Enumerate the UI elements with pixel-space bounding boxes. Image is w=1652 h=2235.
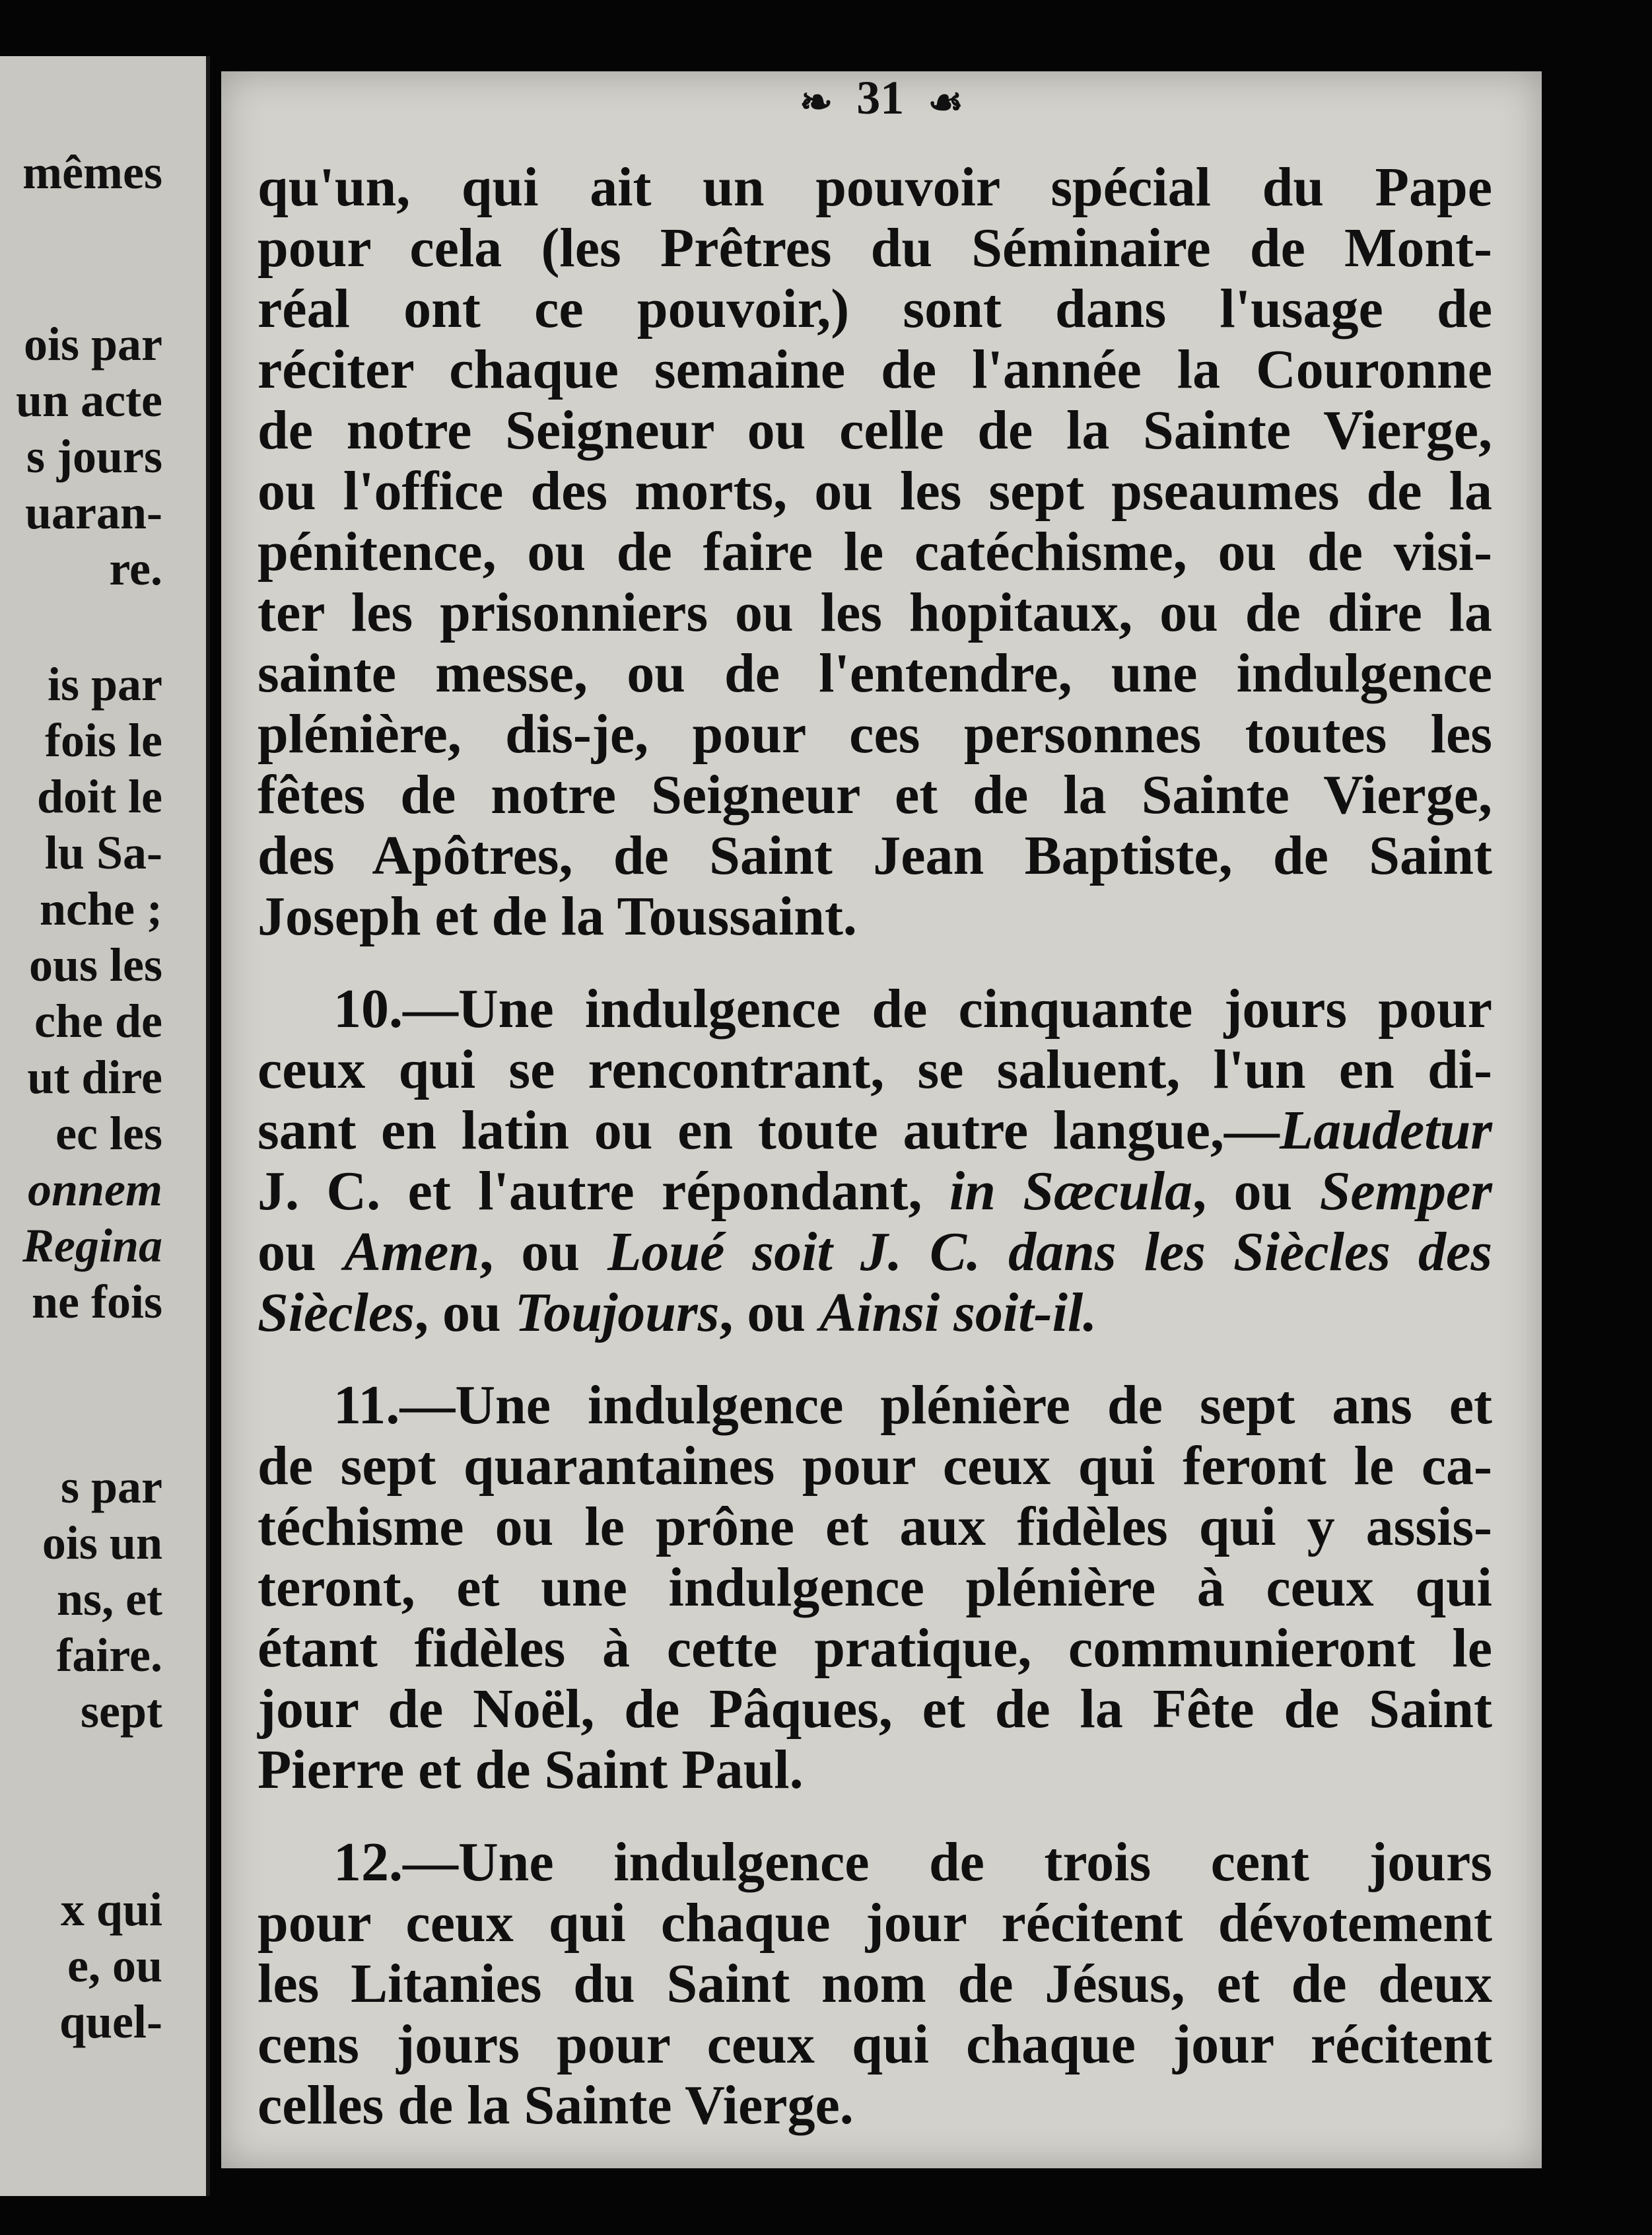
- left-fragment-line: onnem: [27, 1163, 162, 1216]
- p12-line-1: 12.—Une indulgence de trois cent jours: [333, 1831, 1492, 1893]
- page-number: 31: [856, 71, 905, 124]
- left-fragment-line: mêmes: [22, 146, 162, 199]
- p1-line: de notre Seigneur ou celle de la Sainte Vierge,: [258, 400, 1492, 461]
- p1-line: réciter chaque semaine de l'année la Couronne: [258, 339, 1492, 400]
- p11-line-1: 11.—Une indulgence plénière de sept ans et: [333, 1374, 1492, 1436]
- ornament-left-icon: ❧: [799, 81, 833, 125]
- p1-line: pénitence, ou de faire le catéchisme, ou de visi-: [258, 521, 1492, 583]
- paragraph-11: [258, 1375, 1492, 1800]
- p1-line: pour cela (les Prêtres du Séminaire de Mont-: [258, 217, 1492, 279]
- left-fragment-line: fois le: [45, 714, 162, 767]
- left-fragment-line: nche ;: [40, 882, 162, 935]
- left-fragment-line: faire.: [56, 1629, 162, 1682]
- body-text: [258, 157, 1492, 2168]
- p11-number: 11.: [333, 1374, 400, 1436]
- left-fragment-line: e, ou: [67, 1939, 162, 1992]
- left-fragment-line: ois par: [23, 318, 162, 371]
- left-fragment-line: ec les: [55, 1107, 162, 1160]
- left-fragment-line: ne fois: [32, 1275, 162, 1328]
- left-fragment-line: is par: [47, 658, 162, 711]
- paragraph-continuation: [258, 157, 1492, 947]
- p1-line: sainte messe, ou de l'entendre, une indulgence: [258, 643, 1492, 704]
- left-fragment-line: ut dire: [27, 1051, 162, 1104]
- p12-line: celles de la Sainte Vierge.: [258, 2075, 854, 2136]
- p11-line: Pierre et de Saint Paul.: [258, 1739, 804, 1800]
- p1-line: fêtes de notre Seigneur et de la Sainte Vierge,: [258, 764, 1492, 826]
- p10-line-4: J. C. et l'autre répondant, in Sæcula, ou Semper: [258, 1160, 1492, 1222]
- left-fragment-line: Regina: [22, 1219, 162, 1272]
- ornament-right-icon: ☙: [928, 81, 964, 125]
- p10-line-2: ceux qui se rencontrant, se saluent, l'un en di-: [258, 1039, 1492, 1100]
- p11-line: jour de Noël, de Pâques, et de la Fête de Saint: [258, 1678, 1492, 1740]
- p11-line: étant fidèles à cette pratique, communieront le: [258, 1617, 1492, 1679]
- left-fragment-line: lu Sa-: [44, 826, 162, 879]
- p10-line-1: 10.—Une indulgence de cinquante jours pour: [333, 978, 1492, 1040]
- left-fragment-line: ns, et: [57, 1573, 162, 1625]
- paragraph-10: [258, 979, 1492, 1343]
- p1-line: réal ont ce pouvoir,) sont dans l'usage de: [258, 278, 1492, 339]
- p1-line: ou l'office des morts, ou les sept pseaumes de la: [258, 460, 1492, 522]
- p1-line: plénière, dis-je, pour ces personnes toutes les: [258, 703, 1492, 765]
- p12-line: les Litanies du Saint nom de Jésus, et de deux: [258, 1953, 1492, 2014]
- left-fragment-line: s par: [60, 1460, 162, 1513]
- left-fragment-line: ous les: [28, 939, 162, 991]
- right-page: [221, 71, 1542, 2168]
- left-fragment-line: che de: [34, 995, 162, 1047]
- p12-line: cens jours pour ceux qui chaque jour récitent: [258, 2014, 1492, 2075]
- left-fragment-line: uaran-: [24, 486, 162, 539]
- left-fragment-line: ois un: [42, 1516, 162, 1569]
- p12-line: pour ceux qui chaque jour récitent dévotement: [258, 1892, 1492, 1954]
- left-fragment-line: re.: [109, 542, 162, 595]
- paragraph-12: [258, 1832, 1492, 2136]
- p12-number: 12.: [333, 1831, 403, 1893]
- p1-line: qu'un, qui ait un pouvoir spécial du Pape: [258, 157, 1492, 218]
- p10-line-6: Siècles, ou Toujours, ou Ainsi soit-il.: [258, 1282, 1097, 1343]
- p1-line: des Apôtres, de Saint Jean Baptiste, de Saint: [258, 825, 1492, 886]
- page-header: [221, 71, 1542, 124]
- left-fragment-line: s jours: [26, 430, 162, 483]
- p1-line: Joseph et de la Toussaint.: [258, 886, 857, 947]
- p11-line: teront, et une indulgence plénière à ceux qui: [258, 1557, 1492, 1618]
- left-page-fragment: [0, 56, 210, 2196]
- left-fragment-line: quel-: [59, 1995, 162, 2048]
- p1-line: ter les prisonniers ou les hopitaux, ou de dire la: [258, 582, 1492, 643]
- p11-line: de sept quarantaines pour ceux qui feront le ca-: [258, 1435, 1492, 1497]
- p10-line-3: sant en latin ou en toute autre langue,—Laudetur: [258, 1100, 1492, 1161]
- left-fragment-line: x qui: [60, 1883, 162, 1936]
- left-fragment-line: doit le: [37, 770, 162, 823]
- p10-number: 10.: [333, 978, 403, 1040]
- p11-line: téchisme ou le prône et aux fidèles qui y assis-: [258, 1496, 1492, 1557]
- left-fragment-line: sept: [81, 1685, 162, 1738]
- left-fragment-line: un acte: [16, 374, 162, 427]
- p10-line-5: ou Amen, ou Loué soit J. C. dans les Siècles des: [258, 1221, 1493, 1283]
